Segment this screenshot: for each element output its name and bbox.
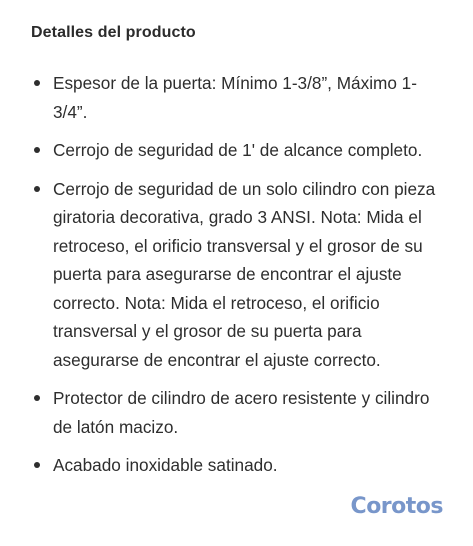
feature-text: Cerrojo de seguridad de 1' de alcance completo.	[53, 140, 423, 160]
bullet-icon	[34, 80, 40, 86]
feature-list	[31, 69, 439, 480]
section-title: Detalles del producto	[31, 24, 196, 41]
feature-text: Espesor de la puerta: Mínimo 1-3/8”, Máximo 1-3/4”.	[53, 73, 417, 122]
feature-item	[31, 384, 439, 441]
bullet-icon	[34, 186, 40, 192]
feature-item	[31, 175, 439, 375]
feature-item	[31, 69, 439, 126]
bullet-icon	[34, 147, 40, 153]
corotos-watermark-logo: Corotos	[350, 494, 443, 519]
feature-text: Cerrojo de seguridad de un solo cilindro con pieza giratoria decorativa, grado 3 ANSI. Nota: Mida el retroceso, el orificio transversal y el grosor de su puerta para asegurarse de encontrar el ajuste correcto. Nota: Mida el retroceso, el orificio transversal y el grosor de su puerta para asegurarse de encontrar el ajuste correcto.	[53, 178, 436, 370]
bullet-icon	[34, 395, 40, 401]
feature-text: Protector de cilindro de acero resistente y cilindro de latón macizo.	[53, 388, 430, 437]
feature-item	[31, 136, 439, 165]
bullet-icon	[34, 462, 40, 468]
feature-text: Acabado inoxidable satinado.	[53, 455, 278, 475]
feature-item	[31, 451, 439, 480]
